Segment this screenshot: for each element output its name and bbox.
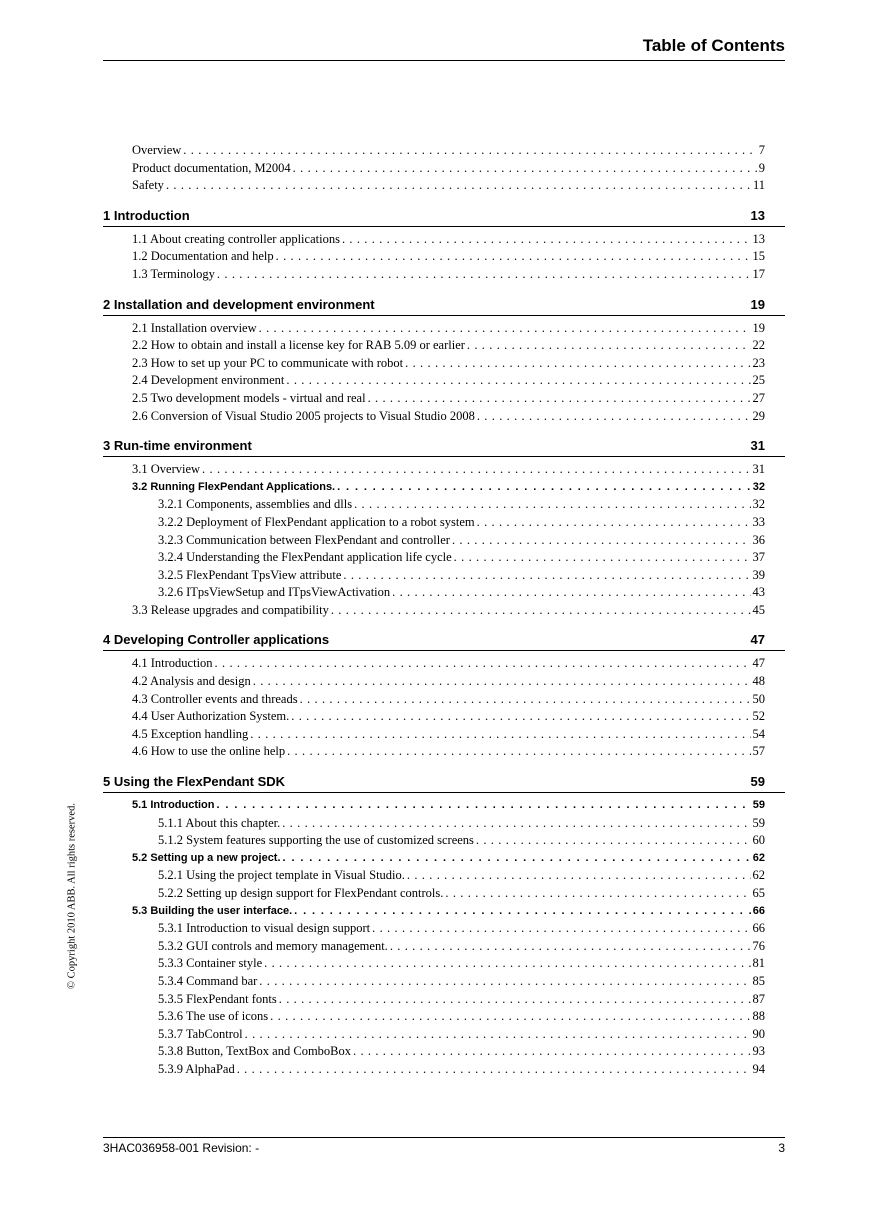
toc-entry-page: 31	[752, 462, 765, 477]
dot-leader	[257, 320, 751, 338]
toc-entry-page: 93	[752, 1044, 765, 1059]
toc-chapter-heading[interactable]	[103, 632, 785, 651]
toc-entry[interactable]	[103, 266, 765, 284]
chapter-page: 31	[750, 438, 765, 454]
page-header-title: Table of Contents	[642, 36, 785, 55]
toc-entry-page: 60	[752, 833, 765, 848]
toc-entry-title: 4.4 User Authorization System.	[132, 709, 290, 724]
toc-entry-page: 76	[752, 938, 765, 953]
toc-entry[interactable]	[103, 1008, 765, 1026]
toc-entry-page: 45	[752, 602, 765, 617]
toc-entry[interactable]	[103, 231, 765, 249]
dot-leader	[452, 549, 751, 567]
toc-entry-page: 94	[752, 1061, 765, 1076]
toc-entry-title: 2.6 Conversion of Visual Studio 2005 projects to Visual Studio 2008	[132, 408, 475, 423]
toc-entry-page: 65	[752, 886, 765, 900]
dot-leader	[390, 584, 750, 602]
toc-entry-page: 87	[752, 991, 765, 1006]
toc-entry[interactable]	[103, 726, 765, 744]
dot-leader	[298, 691, 751, 709]
dot-leader	[257, 973, 750, 991]
dot-leader	[274, 248, 751, 266]
chapter-title: 3 Run-time environment	[103, 438, 252, 454]
toc-entry-page: 32	[752, 497, 765, 512]
toc-entry[interactable]	[103, 655, 765, 673]
dot-leader	[474, 832, 751, 850]
dot-leader	[285, 743, 750, 761]
dot-leader	[340, 231, 751, 249]
toc-chapter	[103, 632, 765, 761]
toc-entry-page: 9	[758, 160, 765, 175]
toc-entry-page: 90	[752, 1026, 765, 1041]
toc-entry[interactable]	[103, 973, 765, 991]
toc-entry-page: 59	[752, 799, 765, 812]
dot-leader	[366, 390, 751, 408]
chapter-title: 4 Developing Controller applications	[103, 632, 330, 648]
toc-entry-title: 5.3.2 GUI controls and memory management.	[158, 938, 388, 953]
toc-entry[interactable]	[103, 567, 765, 585]
toc-entry-page: 88	[752, 1009, 765, 1024]
chapter-title: 5 Using the FlexPendant SDK	[103, 774, 286, 790]
chapter-title: 1 Introduction	[103, 207, 190, 223]
toc-entry-page: 57	[752, 744, 765, 759]
dot-leader	[200, 461, 750, 479]
chapter-page: 59	[750, 774, 765, 790]
toc-entry-page: 15	[752, 249, 765, 264]
toc-entry[interactable]	[103, 708, 765, 726]
toc-entry-page: 19	[752, 320, 765, 335]
toc-entry-page: 17	[752, 266, 765, 281]
dot-leader	[443, 885, 750, 903]
toc-entry-page: 66	[752, 904, 765, 917]
toc-entry-page: 13	[752, 231, 765, 246]
toc-entry-title: 5.3.1 Introduction to visual design support	[158, 921, 371, 936]
toc-entry-title: 5.1.1 About this chapter.	[158, 815, 281, 830]
toc-entry[interactable]	[103, 479, 765, 497]
toc-entry-page: 66	[752, 921, 765, 936]
chapter-title: 2 Installation and development environment	[103, 296, 375, 312]
toc-entry-title: 5.3.9 AlphaPad	[158, 1061, 235, 1076]
toc-entry-title: 1.2 Documentation and help	[132, 249, 274, 264]
toc-entry-title: 3.2 Running FlexPendant Applications.	[132, 480, 336, 493]
toc-entry-page: 23	[752, 355, 765, 370]
dot-leader	[289, 708, 750, 726]
toc-entry[interactable]	[103, 372, 765, 390]
dot-leader	[281, 850, 751, 868]
toc-entry-page: 52	[752, 709, 765, 724]
toc-entry[interactable]	[103, 938, 765, 956]
dot-leader	[450, 532, 751, 550]
dot-leader	[329, 602, 751, 620]
chapter-page: 19	[750, 296, 765, 312]
toc-chapter	[103, 208, 765, 284]
toc-entry-page: 62	[752, 868, 765, 883]
toc-chapter-heading[interactable]	[103, 774, 785, 793]
dot-leader	[291, 160, 757, 178]
dot-leader	[370, 920, 750, 938]
toc-entry-title: 5.1.2 System features supporting the use of customized screens	[158, 833, 474, 848]
dot-leader	[243, 1026, 751, 1044]
dot-leader	[335, 479, 751, 497]
toc-entry-page: 62	[752, 851, 765, 864]
toc-entry-page: 54	[752, 726, 765, 741]
toc-entry[interactable]	[103, 160, 765, 178]
toc-entry-title: Product documentation, M2004	[132, 160, 291, 175]
toc-entry-title: 5.3.6 The use of icons	[158, 1009, 269, 1024]
toc-entry-page: 27	[752, 390, 765, 405]
toc-entry[interactable]	[103, 532, 765, 550]
toc-entry[interactable]	[103, 549, 765, 567]
toc-entry-page: 43	[752, 585, 765, 600]
toc-entry[interactable]	[103, 514, 765, 532]
toc-entry[interactable]	[103, 1043, 765, 1061]
toc-entry[interactable]	[103, 390, 765, 408]
toc-chapter-heading[interactable]	[103, 208, 785, 227]
toc-entry-title: 5.2.2 Setting up design support for FlexPendant controls.	[158, 886, 444, 900]
dot-leader	[164, 177, 751, 195]
toc-entry-title: 1.3 Terminology	[132, 266, 215, 281]
footer-rule	[103, 1137, 785, 1138]
toc-entry[interactable]	[103, 815, 765, 833]
dot-leader	[262, 955, 750, 973]
toc-entry-title: 3.1 Overview	[132, 462, 201, 477]
toc-entry[interactable]	[103, 955, 765, 973]
toc-entry[interactable]	[103, 408, 765, 426]
dot-leader	[251, 673, 751, 691]
toc-entry[interactable]	[103, 584, 765, 602]
chapter-page: 13	[750, 207, 765, 223]
toc-entry[interactable]	[103, 991, 765, 1009]
toc-entry[interactable]	[103, 355, 765, 373]
toc-entry-page: 50	[752, 691, 765, 706]
toc-entry-title: Safety	[132, 178, 164, 193]
toc-entry-title: 5.3.3 Container style	[158, 956, 263, 971]
toc-entry-page: 36	[752, 532, 765, 547]
toc-entry-page: 25	[752, 373, 765, 388]
toc-entry-title: 1.1 About creating controller applications	[132, 231, 340, 246]
dot-leader	[465, 337, 751, 355]
dot-leader	[405, 867, 751, 885]
toc-entry[interactable]	[103, 337, 765, 355]
toc-entry-page: 81	[752, 956, 765, 971]
dot-leader	[235, 1061, 751, 1079]
toc-entry[interactable]	[103, 673, 765, 691]
toc-entry-title: 3.2.6 ITpsViewSetup and ITpsViewActivation	[158, 585, 391, 600]
footer-document-id: 3HAC036958-001 Revision: -	[103, 1141, 260, 1155]
footer-page-number: 3	[778, 1141, 785, 1155]
dot-leader	[284, 372, 750, 390]
toc-entry-page: 48	[752, 674, 765, 689]
toc-entry[interactable]	[103, 142, 765, 160]
toc-chapter	[103, 774, 765, 1079]
dot-leader	[388, 938, 751, 956]
dot-leader	[403, 355, 750, 373]
dot-leader	[475, 514, 751, 532]
toc-entry-title: 4.2 Analysis and design	[132, 674, 251, 689]
toc-entry-page: 7	[758, 143, 765, 157]
toc-entry[interactable]	[103, 691, 765, 709]
toc-entry-page: 47	[752, 656, 765, 671]
toc-entry-page: 22	[752, 338, 765, 353]
toc-entry-title: 4.3 Controller events and threads	[132, 691, 298, 706]
toc-entry-title: 5.2.1 Using the project template in Visual Studio.	[158, 868, 405, 883]
dot-leader	[475, 408, 751, 426]
toc-entry[interactable]	[103, 248, 765, 266]
toc-chapter	[103, 438, 765, 619]
toc-entry-title: 5.3.4 Command bar	[158, 973, 258, 988]
toc-chapter	[103, 297, 765, 426]
header-rule	[103, 60, 785, 61]
chapter-page: 47	[750, 632, 765, 648]
toc-entry-page: 29	[752, 408, 765, 423]
toc-entry-title: 2.3 How to set up your PC to communicate with robot	[132, 355, 404, 370]
toc-entry[interactable]	[103, 1061, 765, 1079]
toc-entry[interactable]	[103, 797, 765, 815]
toc-chapter-heading[interactable]	[103, 438, 785, 457]
toc-entry-title: 5.2 Setting up a new project.	[132, 851, 281, 864]
toc-entry-title: 5.3.8 Button, TextBox and ComboBox	[158, 1044, 351, 1059]
toc-entry-title: 5.3 Building the user interface.	[132, 904, 293, 917]
toc-entry-title: 4.6 How to use the online help	[132, 744, 286, 759]
toc-chapter-heading[interactable]	[103, 297, 785, 316]
table-of-contents	[103, 142, 765, 1079]
toc-entry-page: 59	[752, 815, 765, 830]
toc-entry[interactable]	[103, 1026, 765, 1044]
dot-leader	[213, 655, 751, 673]
toc-entry-title: 5.1 Introduction	[132, 799, 215, 812]
toc-entry-page: 39	[752, 567, 765, 582]
toc-entry-title: 2.4 Development environment	[132, 373, 285, 388]
toc-entry-page: 85	[752, 973, 765, 988]
toc-entry-page: 32	[752, 480, 765, 493]
toc-entry-page: 11	[752, 178, 765, 193]
toc-entry[interactable]	[103, 602, 765, 620]
toc-entry[interactable]	[103, 177, 765, 195]
dot-leader	[215, 797, 751, 815]
toc-entry-title: 2.1 Installation overview	[132, 320, 257, 335]
toc-entry-title: 3.2.4 Understanding the FlexPendant application life cycle	[158, 550, 452, 565]
toc-entry-title: 5.3.5 FlexPendant fonts	[158, 991, 277, 1006]
dot-leader	[268, 1008, 750, 1026]
toc-entry-title: 4.1 Introduction	[132, 656, 213, 671]
dot-leader	[352, 496, 750, 514]
toc-entry-title: 3.3 Release upgrades and compatibility	[132, 602, 329, 617]
toc-entry-title: 4.5 Exception handling	[132, 726, 249, 741]
dot-leader	[351, 1043, 751, 1061]
dot-leader	[341, 567, 750, 585]
toc-entry-title: 2.2 How to obtain and install a license key for RAB 5.09 or earlier	[132, 338, 465, 353]
toc-entry[interactable]	[103, 743, 765, 761]
toc-entry-title: 2.5 Two development models - virtual and real	[132, 390, 366, 405]
dot-leader	[248, 726, 750, 744]
dot-leader	[181, 142, 756, 160]
dot-leader	[215, 266, 751, 284]
toc-entry-title: Overview	[132, 143, 182, 157]
toc-entry-title: 3.2.3 Communication between FlexPendant and controller	[158, 532, 450, 547]
toc-entry[interactable]	[103, 920, 765, 938]
toc-entry-title: 3.2.5 FlexPendant TpsView attribute	[158, 567, 342, 582]
toc-entry[interactable]	[103, 903, 765, 921]
toc-entry[interactable]	[103, 850, 765, 868]
toc-entry-title: 3.2.1 Components, assemblies and dlls	[158, 497, 353, 512]
copyright-text: © Copyright 2010 ABB. All rights reserved.	[66, 803, 78, 989]
toc-entry-title: 5.3.7 TabControl	[158, 1026, 243, 1041]
toc-entry[interactable]	[103, 461, 765, 479]
toc-entry[interactable]	[103, 496, 765, 514]
dot-leader	[280, 815, 750, 833]
toc-entry[interactable]	[103, 832, 765, 850]
toc-entry-page: 37	[752, 550, 765, 565]
dot-leader	[292, 903, 751, 921]
dot-leader	[277, 991, 751, 1009]
toc-entry-page: 33	[752, 514, 765, 529]
toc-entry[interactable]	[103, 320, 765, 338]
toc-entry[interactable]	[103, 885, 765, 903]
toc-entry[interactable]	[103, 867, 765, 885]
toc-entry-title: 3.2.2 Deployment of FlexPendant application to a robot system	[158, 514, 475, 529]
